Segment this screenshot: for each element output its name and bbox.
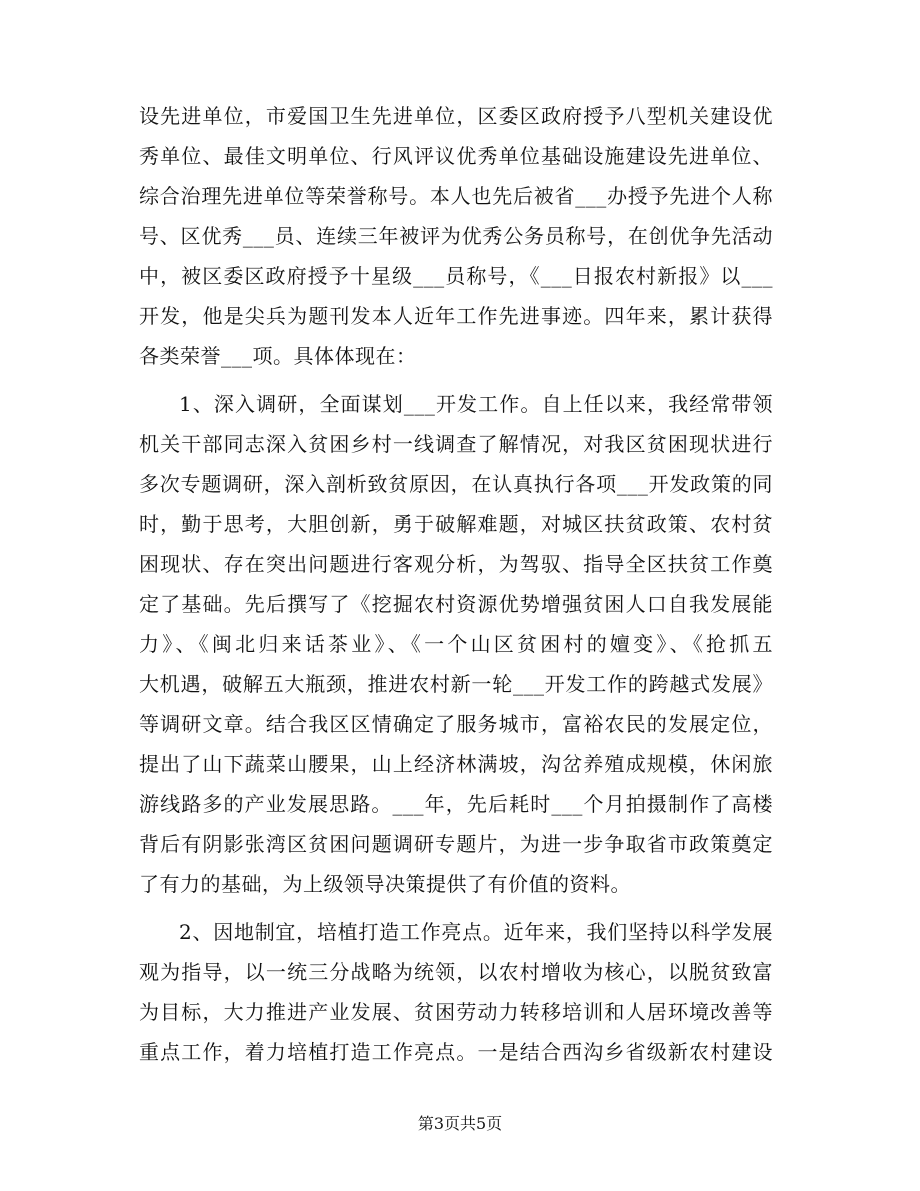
text-line: 重点工作，着力培植打造工作亮点。一是结合西沟乡省级新农村建设 xyxy=(139,1040,773,1064)
page-number: 第3页共5页 xyxy=(417,1114,503,1133)
text-line: 机关干部同志深入贫困乡村一线调查了解情况，对我区贫困现状进行 xyxy=(139,432,773,456)
text-line: 观为指导，以一统三分战略为统领，以农村增收为核心，以脱贫致富 xyxy=(139,960,773,984)
text-line: 号、区优秀___员、连续三年被评为优秀公务员称号，在创优争先活动 xyxy=(139,224,773,248)
paragraph-1-first-line: 1、深入调研，全面谋划___开发工作。自上任以来，我经常带领 xyxy=(179,392,773,416)
text-line: 游线路多的产业发展思路。___年，先后耗时___个月拍摄制作了高楼 xyxy=(139,792,773,816)
text-line: 中，被区委区政府授予十星级___员称号，《___日报农村新报》以___ xyxy=(139,264,773,288)
text-line: 提出了山下蔬菜山腰果，山上经济林满坡，沟岔养殖成规模，休闲旅 xyxy=(139,752,773,776)
text-line: 力》、《闽北归来话茶业》、《一个山区贫困村的嬗变》、《抢抓五 xyxy=(139,632,773,656)
text-line: 为目标，大力推进产业发展、贫困劳动力转移培训和人居环境改善等 xyxy=(139,1000,773,1024)
text-line: 各类荣誉___项。具体体现在： xyxy=(139,344,417,368)
text-line: 困现状、存在突出问题进行客观分析，为驾驭、指导全区扶贫工作奠 xyxy=(139,552,773,576)
text-line: 设先进单位，市爱国卫生先进单位，区委区政府授予八型机关建设优 xyxy=(139,104,773,128)
text-line: 秀单位、最佳文明单位、行风评议优秀单位基础设施建设先进单位、 xyxy=(139,144,773,168)
text-line: 多次专题调研，深入剖析致贫原因，在认真执行各项___开发政策的同 xyxy=(139,472,773,496)
text-line: 开发，他是尖兵为题刊发本人近年工作先进事迹。四年来，累计获得 xyxy=(139,304,773,328)
paragraph-2-first-line: 2、因地制宜，培植打造工作亮点。近年来，我们坚持以科学发展 xyxy=(179,920,773,944)
text-line: 综合治理先进单位等荣誉称号。本人也先后被省___办授予先进个人称 xyxy=(139,184,773,208)
text-line: 背后有阴影张湾区贫困问题调研专题片，为进一步争取省市政策奠定 xyxy=(139,832,773,856)
text-line: 时，勤于思考，大胆创新，勇于破解难题，对城区扶贫政策、农村贫 xyxy=(139,512,773,536)
text-line: 大机遇，破解五大瓶颈，推进农村新一轮___开发工作的跨越式发展》 xyxy=(139,672,773,696)
text-line: 等调研文章。结合我区区情确定了服务城市，富裕农民的发展定位， xyxy=(139,712,773,736)
text-line: 定了基础。先后撰写了《挖掘农村资源优势增强贫困人口自我发展能 xyxy=(139,592,773,616)
text-line: 了有力的基础，为上级领导决策提供了有价值的资料。 xyxy=(139,872,631,896)
